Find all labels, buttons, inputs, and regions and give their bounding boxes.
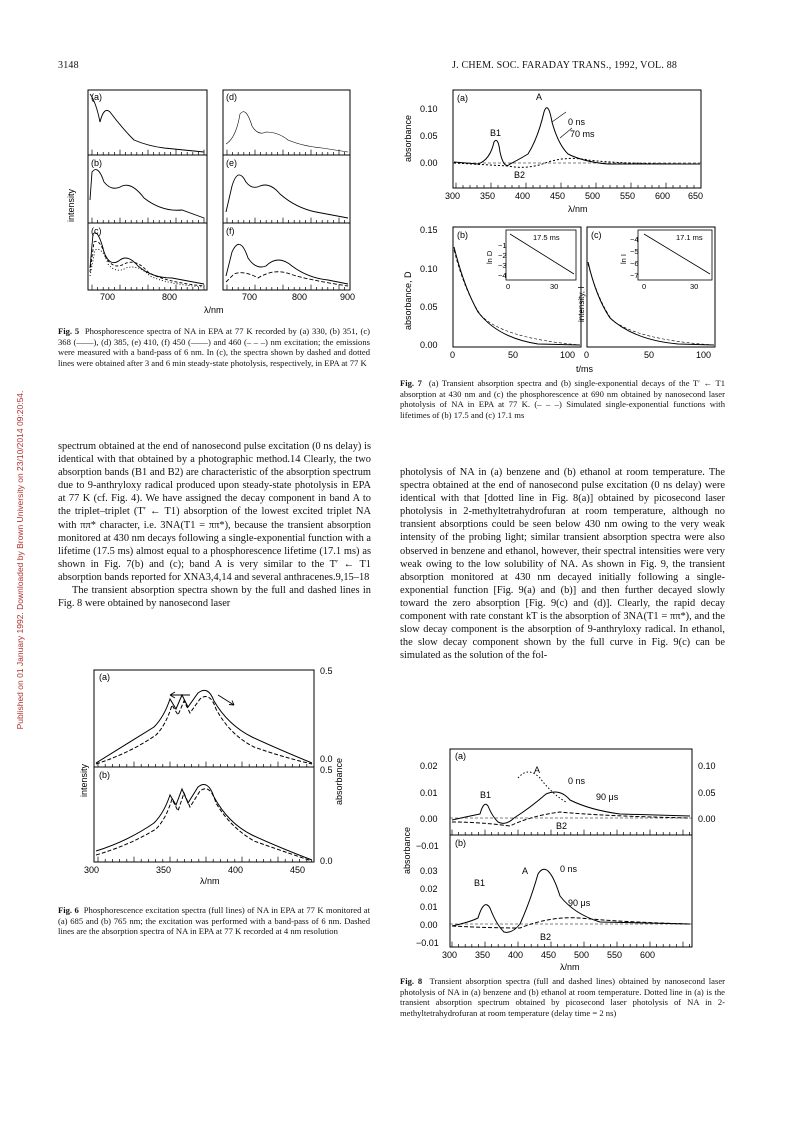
fig6-panel-b-label: (b)	[99, 770, 110, 780]
fig5-panel-c-label: (c)	[91, 226, 102, 236]
fig7b-ylabel: absorbance, D	[403, 271, 413, 330]
fig7c-inset-xtick-0: 0	[642, 282, 647, 291]
fig6-ytick-b-bottom: 0.0	[320, 856, 333, 866]
fig7b-panel-label: (b)	[457, 230, 468, 240]
left-paragraph-1: spectrum obtained at the end of nanosecond pulse excitation (0 ns delay) is identical with that obtained by a photographic method.14 Clearly, the two absorption bands (B1 and B2) are characteristic of the absorption spectrum due to 9-anthryloxy radical produced upon steady-state photolysis in EPA at 77 K (cf. Fig. 4). We have assigned the decay component in band A to the triplet–triplet (T′ ← T1) absorption of the lowest excited triplet NA with ππ* character, i.e. 3NA(T1 = ππ*), because the transient absorption monitored at 430 nm decays following a single-exponential function with a lifetime (17.5 ms) almost equal to a phosphorescence lifetime (17.1 ms) as shown in Fig. 7(b) and (c); band A is very similar to the T′ ← T1 absorption bands reported for XNA3,4,14 and several anthracenes.9,15–18	[58, 441, 371, 583]
fig8b-label-0ns: 0 ns	[560, 864, 578, 874]
fig7b-inset-xtick-30: 30	[550, 282, 559, 291]
fig6-xtick-400: 400	[228, 865, 244, 875]
fig6-ytick-a-top: 0.5	[320, 666, 333, 676]
fig6-plot	[58, 665, 358, 887]
fig7c-xtick-0: 0	[584, 350, 590, 360]
fig7c-panel-label: (c)	[591, 230, 602, 240]
fig8a-ytick-right-005: 0.05	[698, 788, 716, 798]
fig7b-ytick-005: 0.05	[420, 302, 438, 312]
fig8a-ytick-002: 0.02	[420, 761, 438, 771]
fig8a-label-0ns: 0 ns	[568, 776, 586, 786]
fig7a-panel-label: (a)	[457, 93, 468, 103]
fig5-xtick-800-right: 800	[292, 292, 308, 302]
fig7-panel-a-frame	[453, 90, 701, 188]
fig7a-ytick-010: 0.10	[420, 104, 438, 114]
fig8a-ytick-right-010: 0.10	[698, 761, 716, 771]
fig7a-ytick-005: 0.05	[420, 131, 438, 141]
fig7a-xtick-500: 500	[585, 191, 601, 201]
fig8b-label-A: A	[522, 866, 529, 876]
fig7b-inset-ylabel: ln D	[485, 250, 494, 264]
fig7a-ylabel: absorbance	[403, 114, 413, 162]
fig8b-ytick-001: 0.01	[420, 902, 438, 912]
fig8-xtick-400: 400	[508, 950, 524, 960]
fig5-panel-e-label: (e)	[226, 158, 237, 168]
fig8-xlabel: λ/nm	[560, 962, 580, 972]
fig7b-xtick-100: 100	[560, 350, 576, 360]
fig8b-panel-label: (b)	[455, 838, 466, 848]
fig8a-panel-label: (a)	[455, 751, 466, 761]
fig8a-label-B2: B2	[556, 821, 568, 831]
left-column-text	[58, 440, 371, 610]
fig5-caption	[58, 326, 370, 368]
fig5-spectrum-d	[226, 112, 348, 152]
fig8b-ytick-000: 0.00	[420, 920, 438, 930]
fig8-xtick-350: 350	[475, 950, 491, 960]
fig6-ylabel-left: intensity	[79, 763, 89, 797]
fig7c-inset-lifetime: 17.1 ms	[676, 233, 703, 242]
fig6-caption-label: Fig. 6	[58, 905, 79, 915]
fig6-arrow-right	[218, 695, 234, 705]
fig8-xtick-550: 550	[607, 950, 623, 960]
fig5-xtick-700-right: 700	[242, 292, 258, 302]
fig7b-inset-ytick-4: −4	[498, 271, 507, 280]
fig8-caption-label: Fig. 8	[400, 976, 423, 986]
fig5-spectrum-e	[226, 175, 348, 218]
left-paragraph-2: The transient absorption spectra shown by the full and dashed lines in Fig. 8 were obtained by nanosecond laser	[58, 585, 371, 610]
fig5-spectrum-c-solid	[90, 233, 204, 284]
fig8a-ytick-right-000: 0.00	[698, 814, 716, 824]
fig6-panel-a-label: (a)	[99, 672, 110, 682]
fig7a-xtick-450: 450	[550, 191, 566, 201]
fig8a-spectrum-90us	[452, 812, 690, 826]
fig7b-inset-ytick-3: −3	[498, 261, 507, 270]
fig7c-ylabel: intensity, I	[577, 286, 586, 322]
fig7-caption-label: Fig. 7	[400, 378, 422, 388]
fig7c-inset-ytick-6: −6	[630, 259, 639, 268]
page-number: 3148	[58, 60, 79, 71]
fig7a-xtick-350: 350	[480, 191, 496, 201]
fig8a-ytick-000: 0.00	[420, 814, 438, 824]
fig5-panel-a-label: (a)	[91, 92, 102, 102]
fig7a-label-A: A	[536, 92, 543, 102]
fig6-absorption-b	[96, 789, 312, 861]
right-paragraph-1: photolysis of NA in (a) benzene and (b) ethanol at room temperature. The spectra obtained at the end of nanosecond pulse excitation (0 ns delay) were identical with that [dotted line in Fig. 8(a)] obtained by picosecond laser photolysis in 2-methyltetrahydrofuran at room temperature, although no transient absorptions could be seen below 430 nm owing to the very weak intensity of the probing light; similar transient absorption spectra were also observed in benzene and ethanol, however, their spectral intensities were very weak owing to the low solubility of NA. As shown in Fig. 9, the transient absorption monitored at 430 nm decayed initially following a single-exponential function [Fig. 9(a) and (b)] and then further decayed slowly toward the zero absorption [Fig. 9(c) and (d)]. Clearly, the rapid decay component with rate constant kT is the absorption of 3NA(T1 = ππ*), and the slow decay component is the absorption of 9-anthryloxy radical. In ethanol, the slow decay component shown by the full curve in Fig. 9(c) can be simulated as the solution of the fol-	[400, 467, 725, 662]
fig6-ytick-a-bottom: 0.0	[320, 754, 333, 764]
fig8-plot	[400, 746, 730, 972]
fig8b-label-B1: B1	[474, 878, 486, 888]
download-stamp-text: Published on 01 January 1992. Downloaded by Brown University on 23/10/2014 09:20:54.	[15, 390, 25, 730]
fig7c-xtick-50: 50	[644, 350, 655, 360]
fig7c-inset-ytick-4: −4	[630, 235, 639, 244]
fig7a-xtick-550: 550	[620, 191, 636, 201]
fig5-xtick-700-left: 700	[100, 292, 116, 302]
fig8b-label-90us: 90 μs	[568, 898, 591, 908]
fig6-ytick-b-top: 0.5	[320, 765, 333, 775]
fig5-spectrum-c-dashed	[90, 241, 204, 286]
fig7c-inset-xtick-30: 30	[690, 282, 699, 291]
fig8-ylabel: absorbance	[402, 826, 412, 874]
fig5-panel-a-frame	[88, 90, 207, 155]
fig8b-ytick-002: 0.02	[420, 884, 438, 894]
fig6-xlabel: λ/nm	[200, 876, 220, 886]
fig8b-ytick-003: 0.03	[420, 866, 438, 876]
fig8-xtick-300: 300	[442, 950, 458, 960]
fig7b-xtick-50: 50	[508, 350, 519, 360]
fig6-caption	[58, 905, 370, 937]
fig7b-inset-xtick-0: 0	[506, 282, 511, 291]
fig7-caption	[400, 378, 725, 420]
fig5-xlabel: λ/nm	[204, 305, 224, 315]
fig7a-xtick-600: 600	[655, 191, 671, 201]
fig8-xtick-450: 450	[541, 950, 557, 960]
fig8a-ytick-001: 0.01	[420, 788, 438, 798]
fig7b-inset-ytick-2: −2	[498, 251, 507, 260]
fig5-spectrum-f-solid	[226, 244, 348, 284]
fig8-xtick-500: 500	[574, 950, 590, 960]
fig5-xtick-800-left: 800	[162, 292, 178, 302]
fig5-spectrum-b	[90, 170, 204, 218]
fig5-panel-b-label: (b)	[91, 158, 102, 168]
fig6-excitation-b	[96, 785, 312, 860]
fig5-caption-label: Fig. 5	[58, 326, 80, 336]
fig5-plot	[52, 82, 372, 317]
fig7b-inset-lifetime: 17.5 ms	[533, 233, 560, 242]
fig7a-label-B1: B1	[490, 128, 502, 138]
download-stamp	[0, 0, 25, 1128]
journal-header: J. CHEM. SOC. FARADAY TRANS., 1992, VOL. 88	[452, 60, 678, 71]
fig8a-label-B1: B1	[480, 790, 492, 800]
fig7a-xlabel: λ/nm	[568, 204, 588, 214]
fig5-panel-f-label: (f)	[226, 226, 235, 236]
fig5-panel-d-frame	[223, 90, 350, 155]
fig7bc-xlabel: t/ms	[576, 364, 593, 374]
fig6-xtick-350: 350	[156, 865, 172, 875]
fig5-panel-e-frame	[223, 155, 350, 223]
fig7b-inset-ytick-1: −1	[498, 241, 507, 250]
fig6-xtick-450: 450	[290, 865, 306, 875]
fig7b-ytick-015: 0.15	[420, 225, 438, 235]
fig7a-xtick-400: 400	[515, 191, 531, 201]
right-column-text	[400, 466, 725, 662]
fig8a-label-90us: 90 μs	[596, 792, 619, 802]
fig8b-label-B2: B2	[540, 932, 552, 942]
fig7a-xtick-300: 300	[445, 191, 461, 201]
fig7a-label-0ns: 0 ns	[568, 117, 586, 127]
fig8-caption	[400, 976, 725, 1018]
fig5-panel-f-frame	[223, 223, 350, 290]
fig7c-inset-ylabel: ln I	[619, 253, 628, 264]
fig7c-xtick-100: 100	[696, 350, 712, 360]
fig5-xtick-900-right: 900	[340, 292, 356, 302]
fig6-panel-a-frame	[94, 670, 314, 767]
fig5-spectrum-c-dotted	[90, 249, 204, 287]
fig5-ylabel: intensity	[66, 188, 76, 222]
fig8a-label-A: A	[534, 765, 541, 775]
fig8-xtick-600: 600	[640, 950, 656, 960]
fig7a-xtick-650: 650	[688, 191, 704, 201]
fig6-caption-text: Phosphorescence excitation spectra (full lines) of NA in EPA at 77 K monitored at (a) 685 and (b) 765 nm; the excitation was performed with a band-pass of 6 nm. Dashed lines are the absorption spectra of NA in EPA at 77 K recorded at 4 nm resolution	[58, 905, 371, 937]
fig8a-ytick-neg001: −0.01	[416, 841, 439, 851]
fig6-excitation-a	[96, 690, 312, 763]
fig7c-inset-ytick-7: −7	[630, 271, 639, 280]
fig7a-label-70ms: 70 ms	[570, 129, 595, 139]
fig5-caption-text: Phosphorescence spectra of NA in EPA at 77 K recorded by (a) 330, (b) 351, (c) 368 (——), (d) 385, (e) 410, (f) 450 (——) and 460 (– – –) nm excitation; the emissions were measured with a band-pass of 6 nm. In (c), the spectra shown by dashed and dotted lines were obtained after 3 and 6 min steady-state photolysis, respectively, in EPA at 77 K	[58, 326, 371, 368]
fig6-xtick-300: 300	[84, 865, 100, 875]
fig7a-label-B2: B2	[514, 170, 526, 180]
fig7b-ytick-000: 0.00	[420, 340, 438, 350]
fig8-panel-b-frame	[450, 835, 692, 947]
fig5-spectrum-a	[90, 94, 204, 152]
fig6-ylabel-right: absorbance	[334, 757, 344, 805]
fig5-panel-d-label: (d)	[226, 92, 237, 102]
fig7b-xtick-0: 0	[450, 350, 456, 360]
fig7-plot	[398, 82, 728, 377]
fig6-absorption-a	[96, 697, 312, 764]
fig7a-ytick-000: 0.00	[420, 158, 438, 168]
fig8-caption-text: Transient absorption spectra (full and dashed lines) obtained by nanosecond laser photolysis of NA in (a) benzene and (b) ethanol at room temperature. Dotted line in (a) is the transient absorption spectrum obtained by picosecond laser photolysis of NA in 2-methyltetrahydrofuran at room temperature (delay time = 2 ns)	[400, 976, 726, 1018]
fig8b-ytick-neg001: −0.01	[416, 938, 439, 948]
fig7b-ytick-010: 0.10	[420, 264, 438, 274]
fig7-caption-text: (a) Transient absorption spectra and (b) single-exponential decays of the T′ ← T1 absorption at 430 nm and (c) the phosphorescence at 690 nm obtained by nanosecond laser photolysis of NA in EPA at 77 K. (– – –) Simulated single-exponential functions with lifetimes of (b) 17.5 and (c) 17.1 ms	[400, 378, 726, 420]
fig7c-inset-ytick-5: −5	[630, 247, 639, 256]
fig5-spectrum-f-dashed	[226, 272, 348, 286]
